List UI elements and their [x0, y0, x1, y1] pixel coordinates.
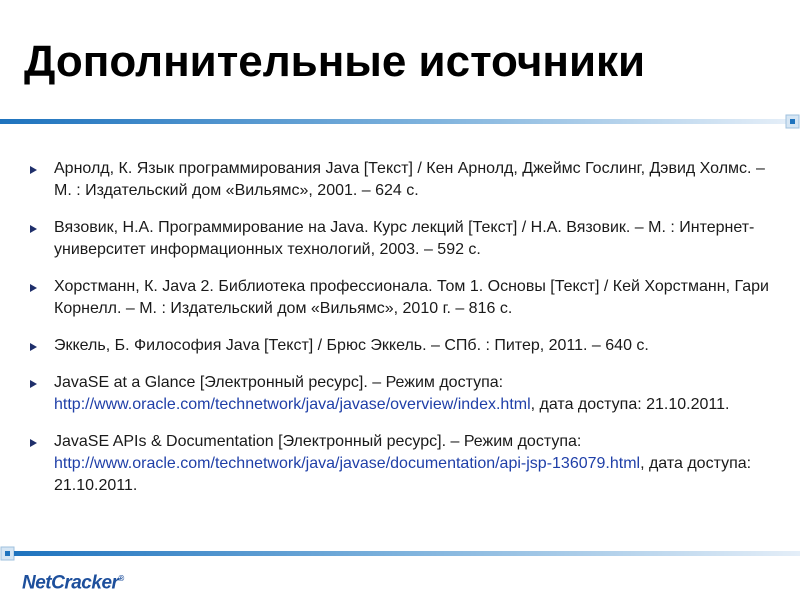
reference-text: Эккель, Б. Философия Java [Текст] / Брюс Эккель. – СПб. : Питер, 2011. – 640 с.	[54, 337, 649, 354]
bullet-arrow-icon	[30, 380, 37, 388]
reference-item	[28, 276, 778, 320]
bullet-arrow-icon	[30, 343, 37, 351]
reference-item	[28, 158, 778, 202]
reference-text-prefix: JavaSE APIs & Documentation [Электронный ресурс]. – Режим доступа:	[54, 433, 582, 450]
reference-item	[28, 335, 778, 357]
reference-text-prefix: JavaSE at a Glance [Электронный ресурс]. – Режим доступа:	[54, 374, 504, 391]
reference-item	[28, 372, 778, 416]
bullet-arrow-icon	[30, 166, 37, 174]
reference-item	[28, 217, 778, 261]
reference-text-suffix: , дата доступа: 21.10.2011.	[530, 396, 730, 413]
logo-registered-mark: ®	[118, 574, 124, 583]
reference-text-suffix: , дата доступа: 21.10.2011.	[54, 455, 752, 494]
reference-text: Вязовик, Н.А. Программирование на Java. Курс лекций [Текст] / Н.А. Вязовик. – М. : Интернет-университет информационных технологий, 2003. – 592 с.	[54, 219, 755, 258]
reference-text: Хорстманн, К. Java 2. Библиотека профессионала. Том 1. Основы [Текст] / Кей Хорстманн, Гари Корнелл. – М. : Издательский дом «Вильямс», 2010 г. – 816 с.	[54, 278, 769, 317]
bullet-arrow-icon	[30, 225, 37, 233]
logo-net: Net	[22, 572, 52, 594]
reference-list	[28, 158, 778, 512]
javase-overview-link[interactable]: http://www.oracle.com/technetwork/java/javase/overview/index.html	[54, 396, 531, 413]
bottom-decorative-rule	[0, 546, 800, 564]
netcracker-logo	[22, 567, 124, 595]
bullet-arrow-icon	[30, 284, 37, 292]
reference-text: Арнолд, К. Язык программирования Java [Текст] / Кен Арнолд, Джеймс Гослинг, Дэвид Холмс. – М. : Издательский дом «Вильямс», 2001. – 624 с.	[54, 160, 765, 199]
reference-item	[28, 431, 778, 497]
logo-cracker: Cracker	[51, 572, 119, 594]
javase-documentation-link[interactable]: http://www.oracle.com/technetwork/java/javase/documentation/api-jsp-136079.html	[54, 455, 641, 472]
bullet-arrow-icon	[30, 439, 37, 447]
top-decorative-rule	[0, 114, 800, 132]
slide-title: Дополнительные источники	[24, 37, 646, 86]
